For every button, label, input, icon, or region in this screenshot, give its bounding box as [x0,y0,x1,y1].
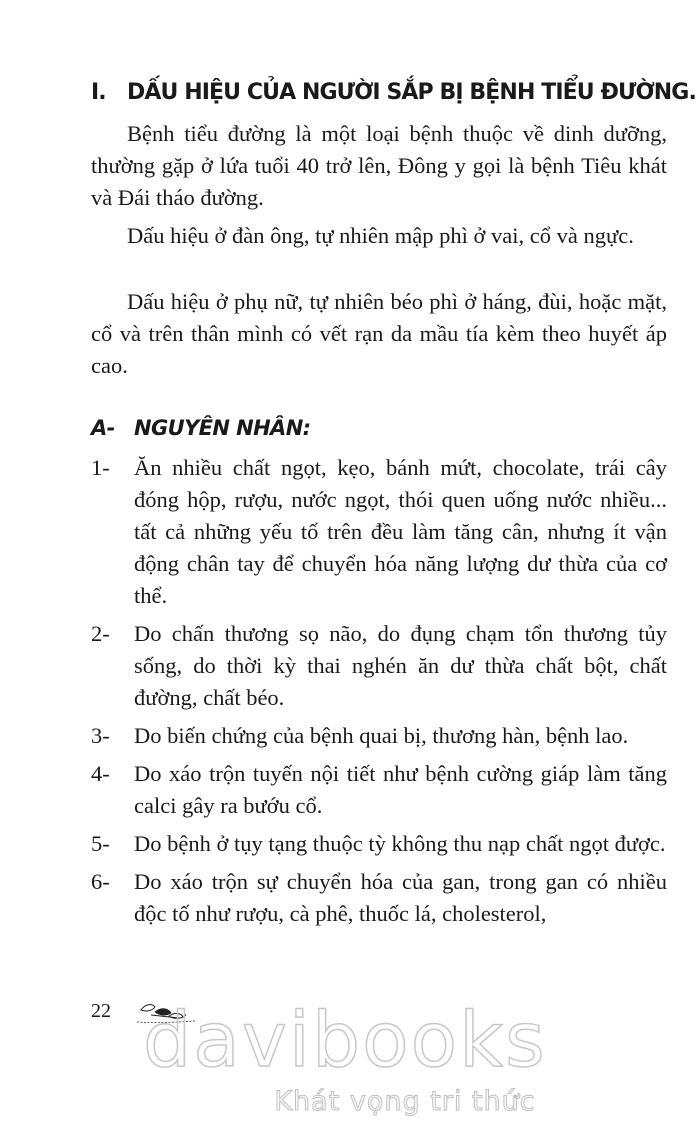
section-number: A- [91,416,115,440]
list-item-number: 6- [91,869,110,894]
watermark-logo: davibooks [143,995,547,1084]
list-item-number: 5- [91,831,110,856]
list-item-text: Ăn nhiều chất ngọt, kẹo, bánh mứt, chocolate, trái cây đóng hộp, rượu, nước ngọt, thói quen uống nước nhiều... tất cả những yếu tố trên đều làm tăng cân, nhưng ít vận động chân tay để chuyển hóa năng lượng dư thừa của cơ thể. [134,455,667,608]
list-item-number: 4- [91,761,110,786]
list-item [91,828,667,860]
intro-paragraph: Bệnh tiểu đường là một loại bệnh thuộc về dinh dưỡng, thường gặp ở lứa tuổi 40 trở lên, Đông y gọi là bệnh Tiêu khát và Đái tháo đường. [91,121,667,210]
list-item-text: Do xáo trộn tuyến nội tiết như bệnh cường giáp làm tăng calci gây ra bướu cổ. [134,761,667,818]
heading-number: I. [91,80,106,105]
chapter-heading [91,80,696,105]
list-item [91,720,667,752]
section-heading [91,416,310,440]
women-signs-paragraph: Dấu hiệu ở phụ nữ, tự nhiên béo phì ở háng, đùi, hoặc mặt, cổ và trên thân mình có vết rạn da mầu tía kèm theo huyết áp cao. [91,289,667,378]
list-item-text: Do bệnh ở tụy tạng thuộc tỳ không thu nạp chất ngọt được. [134,831,666,856]
list-item-number: 1- [91,455,110,480]
list-item [91,452,667,612]
list-item-text: Do xáo trộn sự chuyển hóa của gan, trong gan có nhiều độc tố như rượu, cà phê, thuốc lá, cholesterol, [134,869,667,926]
watermark-tagline: Khát vọng tri thức [274,1086,536,1117]
list-item [91,758,667,822]
list-item-text: Do biến chứng của bệnh quai bị, thương hàn, bệnh lao. [134,723,629,748]
list-item-text: Do chấn thương sọ não, do đụng chạm tổn thương tủy sống, do thời kỳ thai nghén ăn dư thừa chất bột, chất đường, chất béo. [134,621,667,710]
men-signs-paragraph: Dấu hiệu ở đàn ông, tự nhiên mập phì ở vai, cổ và ngực. [127,223,634,248]
section-title: NGUYÊN NHÂN: [134,416,311,440]
list-item-number: 3- [91,723,110,748]
list-item [91,866,667,930]
list-item-number: 2- [91,621,110,646]
heading-text: DẤU HIỆU CỦA NGƯỜI SẮP BỊ BỆNH TIỂU ĐƯỜNG. [127,80,696,105]
list-item [91,618,667,714]
causes-list [91,452,667,936]
page-number: 22 [91,1000,111,1022]
